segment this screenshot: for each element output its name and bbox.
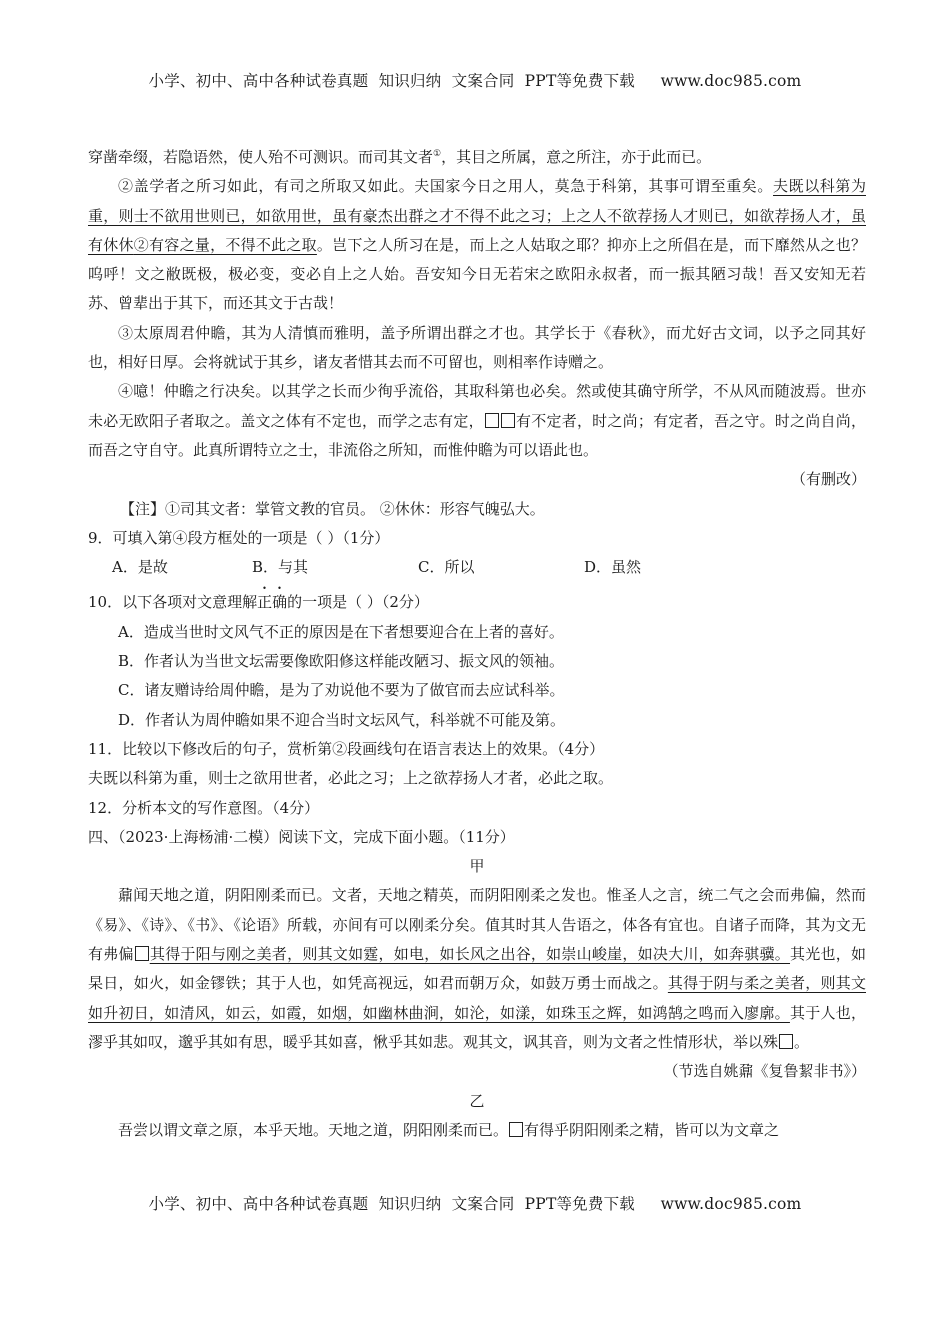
passage-jia-paragraph	[88, 881, 866, 1057]
yi-text-b: 有得乎阴阳刚柔之精，皆可以为文章之	[524, 1120, 780, 1139]
source-note-2: （节选自姚鼐《复鲁絜非书》）	[663, 1062, 866, 1081]
underlined-text-2: 有容之量，不得不此之取	[149, 235, 317, 254]
question-9-stem: 9．可填入第④段方框处的一项是（ ）（1分）	[88, 528, 390, 547]
passage-paragraph-1	[88, 143, 866, 172]
q9-option-a[interactable]: A．是故	[112, 558, 168, 577]
jia-text-d: 。	[794, 1032, 810, 1051]
blank-box	[485, 413, 499, 428]
footnote-mark-2: ②	[133, 235, 150, 254]
footnote-mark-1: ①	[433, 149, 442, 159]
page-footer: 小学、初中、高中各种试卷真题 知识归纳 文案合同 PPT等免费下载 www.doc985.com	[148, 1195, 802, 1213]
para4-text-a: ④噫！仲瞻之行决矣。以其学之长而少徇乎流俗，其取科第也必矣。然或使其确守所学，不从风而随波焉。世亦未必无欧阳子者取之。盖文之体有不定也，而学之志有定，	[88, 382, 866, 430]
q10-option-c[interactable]: C．诸友赠诗给周仲瞻，是为了劝说他不要为了做官而去应试科举。	[118, 681, 565, 700]
jia-text-c: 其于人也，漻乎其如叹，邈乎其如有思，暖乎其如喜，愀乎其如悲。观其文，讽其音，则为文者之性情形状，举以殊	[88, 1003, 866, 1051]
passage-paragraph-2	[88, 172, 866, 318]
para2-text-a: ②盖学者之所习如此，有司之所取又如此。夫国家今日之用人，莫急于科第，其事可谓至重矣。	[118, 177, 773, 196]
page-header: 小学、初中、高中各种试卷真题 知识归纳 文案合同 PPT等免费下载 www.doc985.com	[148, 72, 802, 90]
jia-underlined-2: 其得于阴与柔之美者，则其文如升初日，如清风，如云，如霞，如烟，如幽林曲涧，如沦，如漾，如珠玉之辉，如鸿鹄之鸣而入廖廓。	[88, 974, 866, 1022]
blank-box	[509, 1122, 523, 1137]
footnotes: 【注】①司其文者：掌管文教的官员。 ②休休：形容气魄弘大。	[120, 499, 545, 518]
underlined-text-1: 夫既以科第为重，则士不欲用世则已，如欲用世，虽有豪杰出群之才不得不此之习；上之人不欲荐扬人才则已，如欲荐扬人才，虽有休休	[88, 177, 866, 254]
q10-emphasis-word: 正确	[257, 593, 288, 612]
question-9-options	[88, 553, 866, 582]
q9-option-b[interactable]: B．与其	[252, 558, 309, 577]
q10-stem-a: 10．以下各项对文意理解	[88, 593, 258, 612]
q10-option-a[interactable]: A．造成当世时文风气不正的原因是在下者想要迎合在上者的喜好。	[118, 622, 564, 641]
source-note: （有删改）	[790, 470, 866, 489]
q10-stem-b: 的一项是（ ）（2分）	[287, 593, 429, 612]
jia-text-a: 鼐闻天地之道，阴阳刚柔而已。文者，天地之精英，而阴阳刚柔之发也。惟圣人之言，统二气之会而弗偏，然而《易》、《诗》、《书》、《论语》所载，亦间有可以刚柔分矣。值其时其人告语之，体各有宜也。自诸子而降，其为文无有弗偏	[88, 886, 866, 964]
para2-text-b: 。岂下之人所习在是，而上之人姑取之耶？抑亦上之所倡在是，而下靡然从之也？呜呼！文之敝既极，极必变，变必自上之人始。吾安知今日无若宋之欧阳永叔者，而一振其陋习哉！吾又安知无若苏、曾辈出于其下，而还其文于古哉！	[88, 235, 866, 313]
para1-text-b: ，其目之所属，意之所注，亦于此而已。	[441, 148, 712, 166]
passage-paragraph-3: ③太原周君仲瞻，其为人清慎而雅明，盖予所谓出群之才也。其学长于《春秋》，而尤好古文词，以予之同其好也，相好日厚。会将就试于其乡，诸友者惜其去而不可留也，则相率作诗赠之。	[88, 323, 866, 372]
passage-yi-title: 乙	[469, 1091, 485, 1110]
blank-box	[135, 946, 149, 961]
q9-option-d[interactable]: D．虽然	[584, 558, 642, 577]
question-11-sentence: 夫既以科第为重，则士之欲用世者，必此之习；上之欲荐扬人才者，必此之取。	[88, 769, 614, 788]
q9-option-c[interactable]: C．所以	[418, 558, 475, 577]
jia-text-b: 其光也，如杲日，如火，如金镠铁；其于人也，如凭高视远，如君而朝万众，如鼓万勇士而战之。	[88, 945, 866, 993]
blank-box	[501, 413, 515, 428]
question-12-stem: 12．分析本文的写作意图。（4分）	[88, 798, 320, 817]
document-body	[88, 143, 866, 1145]
section-4-heading: 四、（2023·上海杨浦·二模）阅读下文，完成下面小题。（11分）	[88, 827, 515, 846]
para4-text-b: 有不定者，时之尚；有定者，吾之守。时之尚自尚，而吾之守自守。此真所谓特立之士，非流俗之所知，而惟仲瞻为可以语此也。	[88, 411, 866, 459]
question-11-stem: 11．比较以下修改后的句子，赏析第②段画线句在语言表达上的效果。（4分）	[88, 739, 605, 758]
question-10-stem	[88, 584, 866, 617]
jia-underlined-1: 其得于阳与刚之美者，则其文如霆，如电，如长风之出谷，如崇山峻崖，如决大川，如奔骐骥。	[149, 945, 791, 964]
q10-option-b[interactable]: B．作者认为当世文坛需要像欧阳修这样能改陋习、振文风的领袖。	[118, 652, 565, 671]
q10-option-d[interactable]: D．作者认为周仲瞻如果不迎合当时文坛风气，科举就不可能及第。	[118, 710, 566, 729]
para1-text-a: 穿凿牵缀，若隐语然，使人殆不可测识。而司其文者	[88, 148, 434, 166]
yi-text-a: 吾尝以谓文章之原，本乎天地。天地之道，阴阳刚柔而已。	[118, 1120, 509, 1139]
blank-box	[779, 1034, 793, 1049]
passage-paragraph-4	[88, 377, 866, 465]
passage-jia-title: 甲	[469, 857, 485, 876]
passage-yi-paragraph	[88, 1116, 866, 1145]
